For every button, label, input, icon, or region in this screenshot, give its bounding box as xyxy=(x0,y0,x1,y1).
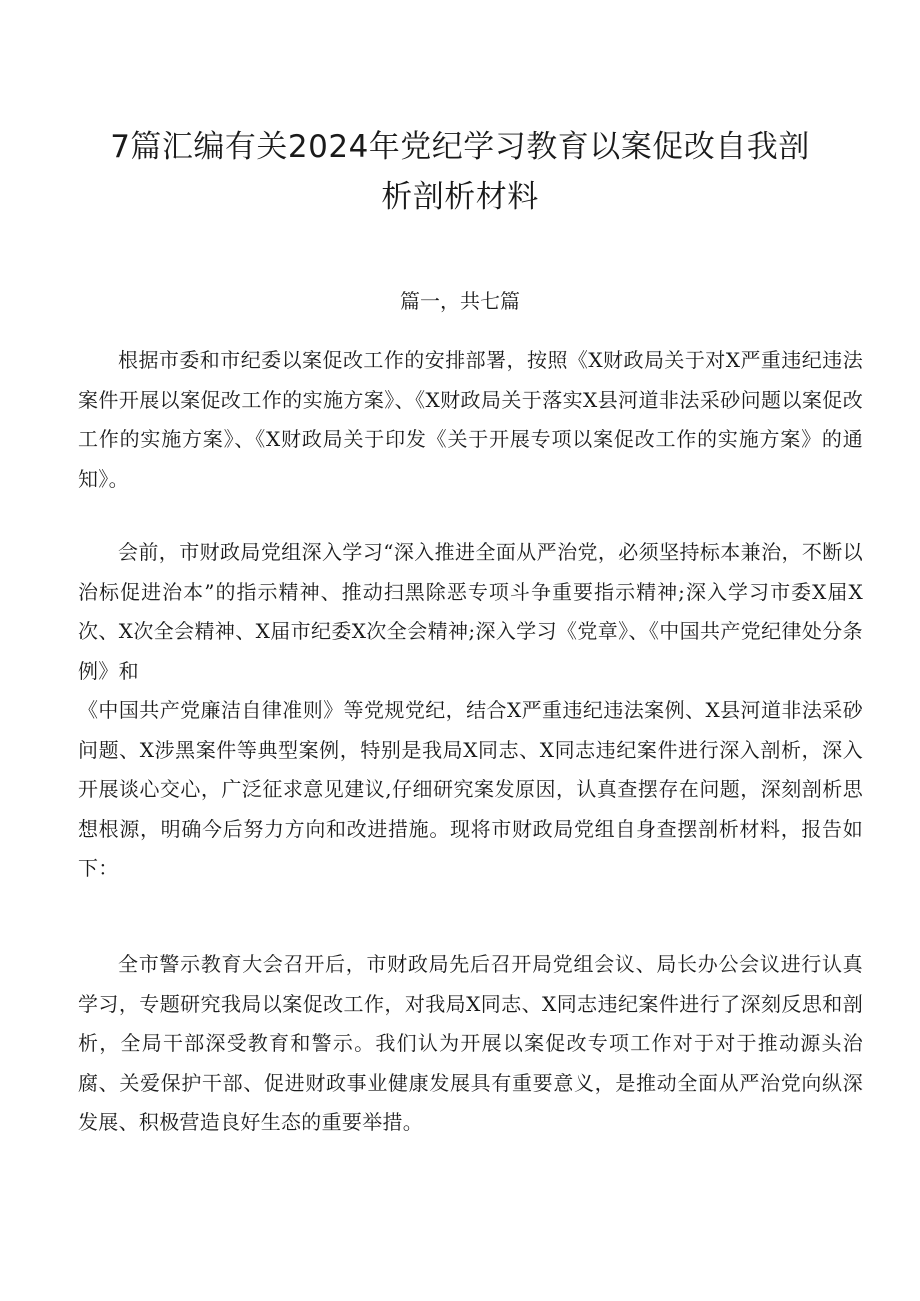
body-paragraph-continuation: 《中国共产党廉洁自律准则》等党规党纪，结合X严重违纪违法案例、X县河道非法采砂问题、X涉黑案件等典型案例，特别是我局X同志、X同志违纪案件进行深入剖析，深入开展谈心交心，广泛征求意见建议,仔细研究案发原因，认真查摆存在问题，深刻剖析思想根源，明确今后努力方向和改进措施。现将市财政局党组自身查摆剖析材料，报告如下： xyxy=(78,698,863,880)
body-paragraph: 全市警示教育大会召开后，市财政局先后召开局党组会议、局长办公会议进行认真学习，专题研究我局以案促改工作，对我局X同志、X同志违纪案件进行了深刻反思和剖析，全局干部深受教育和警示。我们认为开展以案促改专项工作对于对于推动源头治腐、关爱保护干部、促进财政事业健康发展具有重要意义，是推动全面从严治党向纵深发展、积极营造良好生态的重要举措。 xyxy=(78,952,863,1134)
body-paragraph-1-block xyxy=(78,341,863,499)
body-paragraph: 会前，市财政局党组深入学习“深入推进全面从严治党，必须坚持标本兼治，不断以治标促进治本”的指示精神、推动扫黑除恶专项斗争重要指示精神;深入学习市委X届X次、X次全会精神、X届市纪委X次全会精神;深入学习《党章》、《中国共产党纪律处分条例》和 xyxy=(78,540,863,683)
title-line-2: 析剖析材料 xyxy=(381,179,539,215)
body-paragraph: 根据市委和市纪委以案促改工作的安排部署，按照《X财政局关于对X严重违纪违法案件开展以案促改工作的实施方案》、《X财政局关于落实X县河道非法采砂问题以案促改工作的实施方案》、《X财政局关于印发《关于开展专项以案促改工作的实施方案》的通知》。 xyxy=(78,348,863,491)
document-title xyxy=(60,122,860,222)
section-heading: 篇一，共七篇 xyxy=(400,289,520,313)
body-paragraph-3-block xyxy=(78,945,863,1143)
body-paragraph-2-block xyxy=(78,533,863,889)
title-line-1: 7篇汇编有关2024年党纪学习教育以案促改自我剖 xyxy=(110,129,810,165)
